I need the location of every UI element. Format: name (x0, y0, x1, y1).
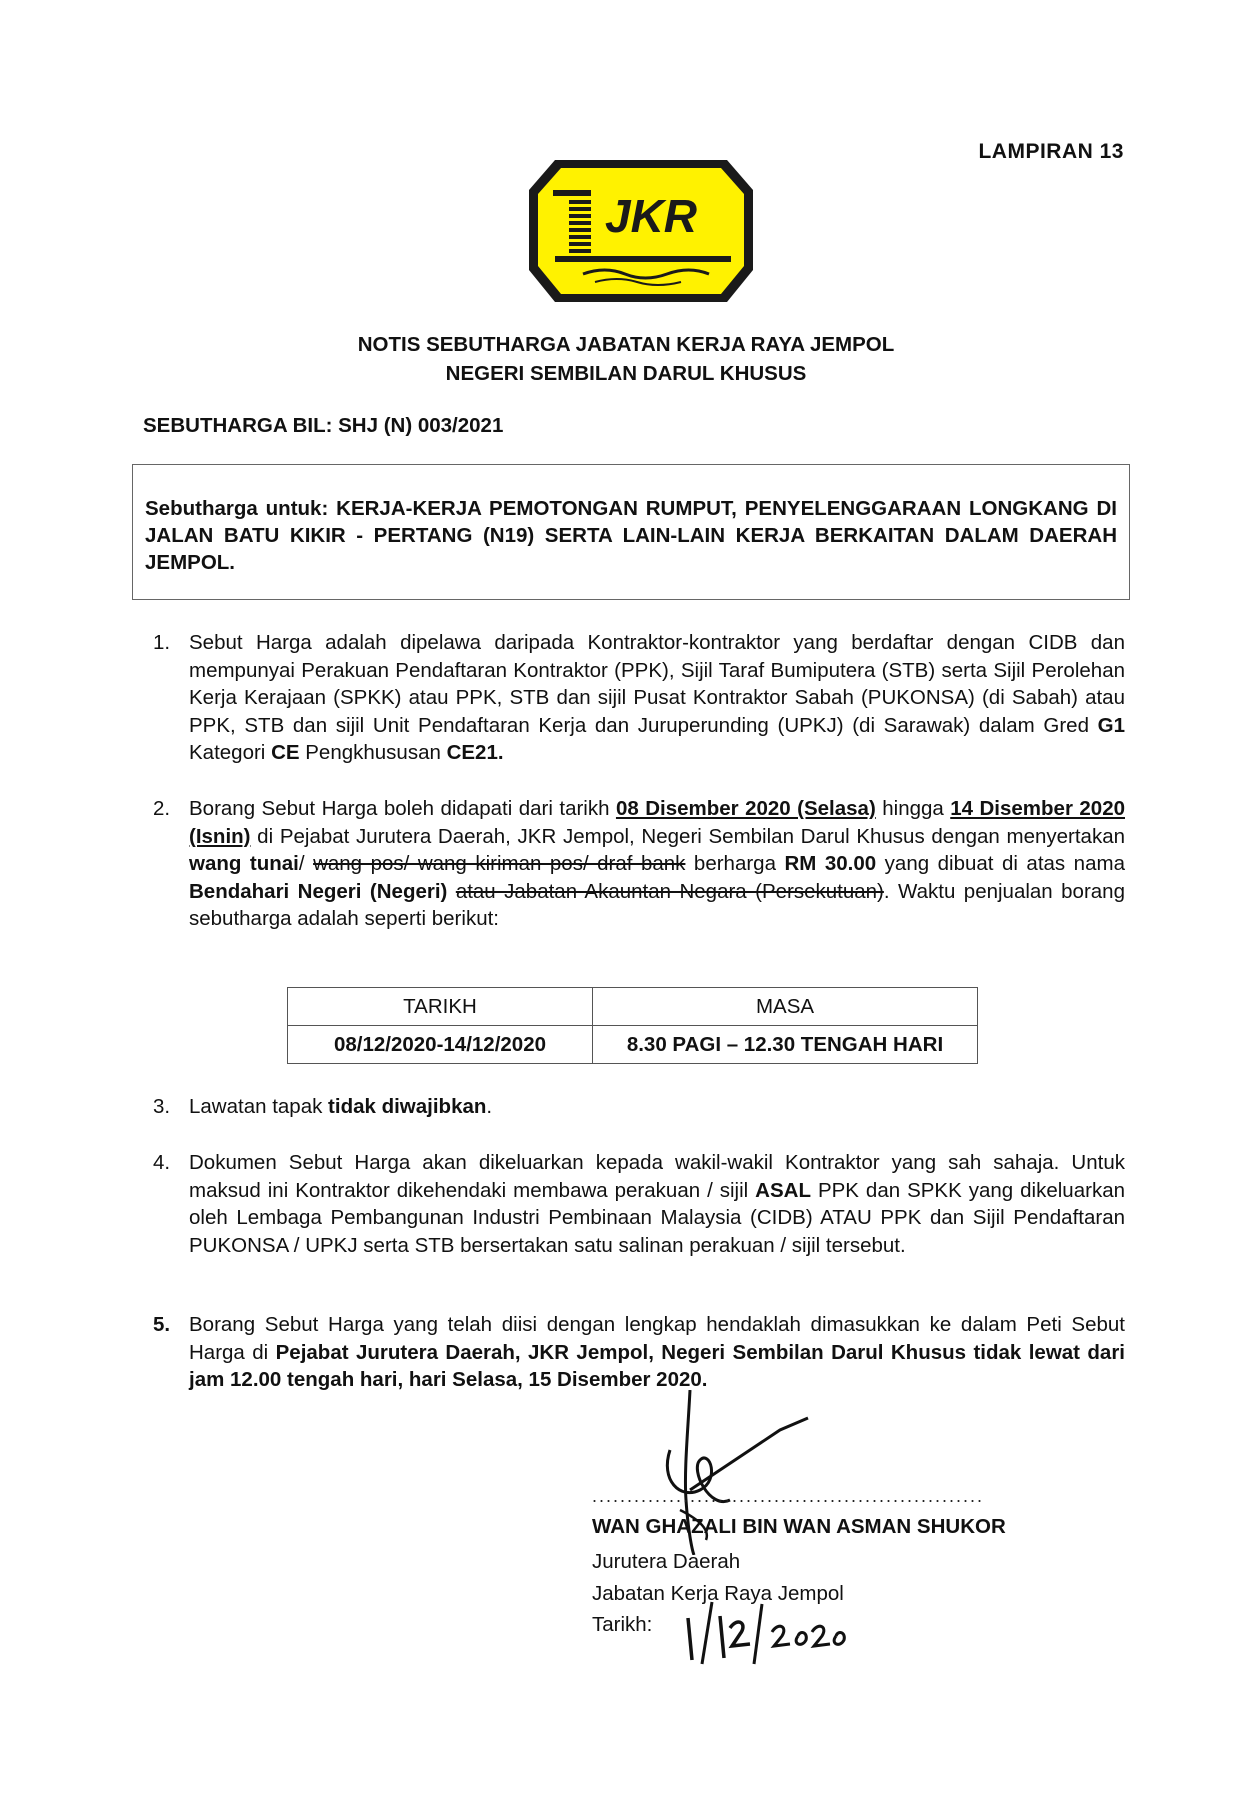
date-range-cell: 08/12/2020-14/12/2020 (288, 1026, 593, 1064)
table-row (288, 1026, 978, 1064)
list-item (145, 629, 1125, 767)
date-label: Tarikh: (592, 1613, 653, 1636)
signature-line: ........................................................ (592, 1486, 985, 1506)
subject-text: KERJA-KERJA PEMOTONGAN RUMPUT, PENYELENGGARAAN LONGKANG DI JALAN BATU KIKIR - PERTANG (N19) SERTA LAIN-LAIN KERJA BERKAITAN DALAM DAERAH JEMPOL. (145, 497, 1117, 574)
item-text: Dokumen Sebut Harga akan dikeluarkan kepada wakil-wakil Kontraktor yang sah sahaja. Untuk maksud ini Kontraktor dikehendaki membawa perakuan / sijil ASAL PPK dan SPKK yang dikeluarkan oleh Lembaga Pembangunan Industri Pembinaan Malaysia (CIDB) ATAU PPK dan Sijil Pendaftaran PUKONSA / UPKJ serta STB bersertakan satu salinan perakuan / sijil tersebut. (189, 1151, 1125, 1257)
list-item (145, 1093, 1125, 1121)
notice-title (0, 330, 1252, 388)
title-line-2: NEGERI SEMBILAN DARUL KHUSUS (445, 362, 807, 385)
column-header-time: MASA (593, 988, 978, 1026)
item-number: 4. (153, 1151, 171, 1174)
attachment-label: LAMPIRAN 13 (978, 140, 1124, 163)
signatory-position: Jurutera Daerah (592, 1550, 741, 1573)
item-text: Borang Sebut Harga yang telah diisi dengan lengkap hendaklah dimasukkan ke dalam Peti Sebut Harga di Pejabat Jurutera Daerah, JKR Jempol, Negeri Sembilan Darul Khusus tidak lewat dari jam 12.00 tengah hari, hari Selasa, 15 Disember 2020. (189, 1313, 1126, 1391)
item-number: 1. (153, 631, 171, 654)
sales-schedule-table (287, 987, 978, 1064)
time-range-cell: 8.30 PAGI – 12.30 TENGAH HARI (593, 1026, 978, 1064)
handwritten-date (680, 1598, 850, 1668)
item-text: Sebut Harga adalah dipelawa daripada Kontraktor-kontraktor yang berdaftar dengan CIDB dan mempunyai Perakuan Pendaftaran Kontraktor (PPK), Sijil Taraf Bumiputera (STB) serta Sijil Perolehan Kerja Kerajaan (SPKK) atau PPK, STB dan sijil Pusat Kontraktor Sabah (PUKONSA) (di Sabah) atau PPK, STB dan sijil Unit Pendaftaran Kerja dan Juruperunding (UPKJ) (di Sarawak) dalam Gred G1 Kategori CE Pengkhususan CE21. (189, 631, 1125, 764)
signatory-name: WAN GHAZALI BIN WAN ASMAN SHUKOR (592, 1515, 1006, 1538)
subject-label: Sebutharga untuk: (145, 497, 329, 520)
item-text: Borang Sebut Harga boleh didapati dari tarikh 08 Disember 2020 (Selasa) hingga 14 Disember 2020 (Isnin) di Pejabat Jurutera Daerah, JKR Jempol, Negeri Sembilan Darul Khusus dengan menyertakan wang tunai/ wang pos/ wang kiriman pos/ draf bank berharga RM 30.00 yang dibuat di atas nama Bendahari Negeri (Negeri) atau Jabatan Akauntan Negara (Persekutuan). Waktu penjualan borang sebutharga adalah seperti berikut: (189, 797, 1125, 930)
item-number: 5. (153, 1313, 171, 1336)
list-item (145, 1149, 1125, 1259)
title-line-1: NOTIS SEBUTHARGA JABATAN KERJA RAYA JEMPOL (357, 333, 895, 356)
table-header-row (288, 988, 978, 1026)
item-number: 3. (153, 1095, 171, 1118)
quotation-number: SEBUTHARGA BIL: SHJ (N) 003/2021 (143, 414, 504, 437)
subject-box (132, 464, 1130, 600)
column-header-date: TARIKH (288, 988, 593, 1026)
item-text: Lawatan tapak tidak diwajibkan. (189, 1095, 493, 1118)
signatory-department: Jabatan Kerja Raya Jempol (592, 1582, 844, 1605)
list-item (145, 1311, 1125, 1394)
item-number: 2. (153, 797, 171, 820)
jkr-logo (525, 152, 757, 308)
svg-text:JKR: JKR (605, 190, 698, 242)
list-item (145, 795, 1125, 933)
